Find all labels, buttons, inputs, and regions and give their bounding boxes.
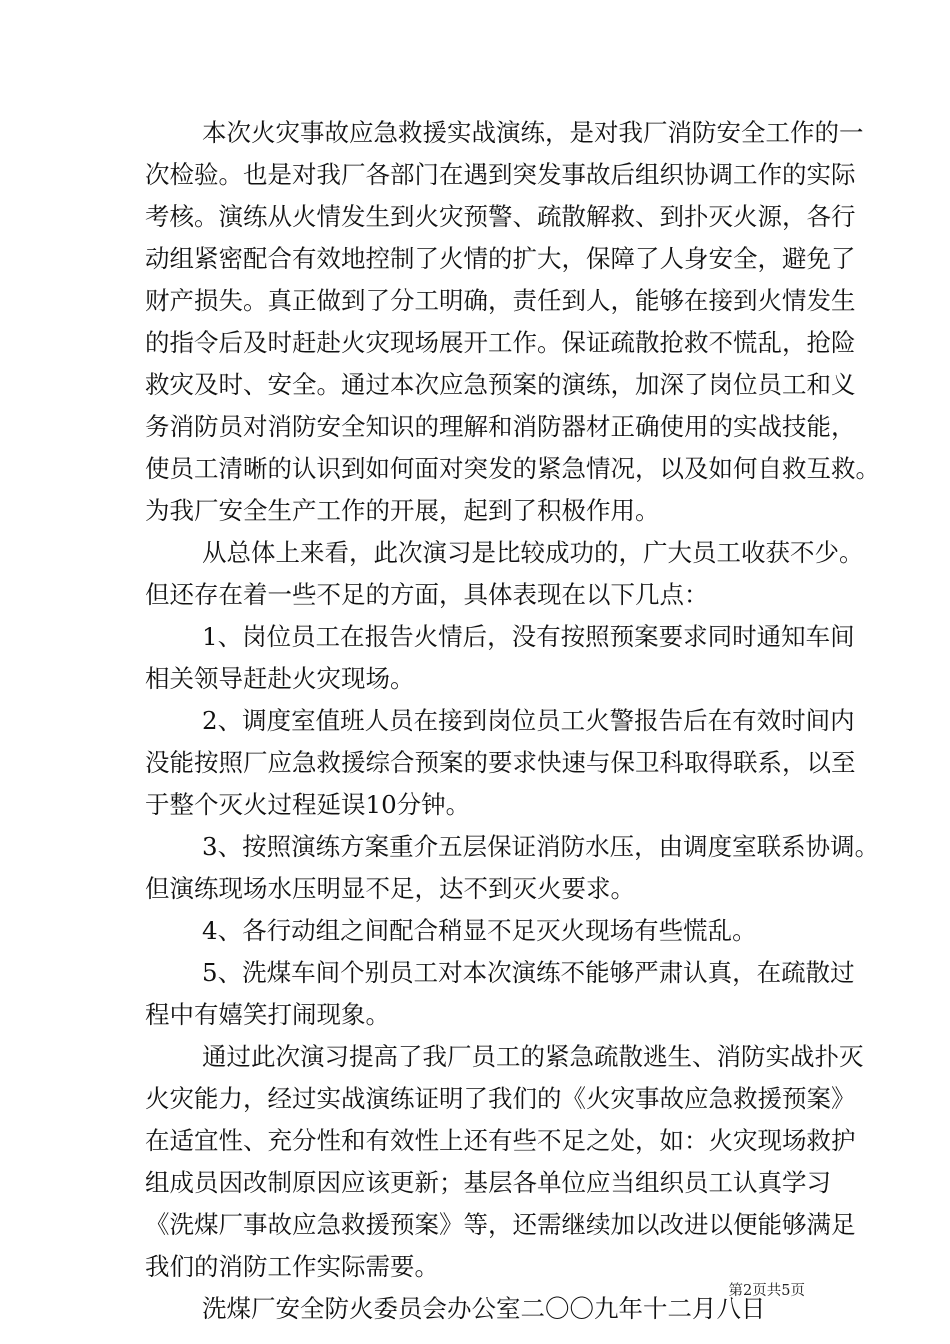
signature-line: 洗煤厂安全防火委员会办公室二〇〇九年十二月八日 (202, 1294, 766, 1323)
text-line: 务消防员对消防安全知识的理解和消防器材正确使用的实战技能， (145, 412, 856, 441)
text-line: 通过此次演习提高了我厂员工的紧急疏散逃生、消防实战扑灭 (202, 1042, 864, 1071)
text-line: 《洗煤厂事故应急救援预案》等，还需继续加以改进以便能够满足 (145, 1210, 856, 1239)
text-line: 但演练现场水压明显不足，达不到灭火要求。 (145, 874, 635, 903)
text-line: 使员工清晰的认识到如何面对突发的紧急情况，以及如何自救互救。 (145, 454, 880, 483)
text-line: 考核。演练从火情发生到火灾预警、疏散解救、到扑灭火源，各行 (145, 202, 856, 231)
text-line: 为我厂安全生产工作的开展，起到了积极作用。 (145, 496, 660, 525)
text-line: 本次火灾事故应急救援实战演练，是对我厂消防安全工作的一 (202, 118, 864, 147)
text-line: 火灾能力，经过实战演练证明了我们的《火灾事故应急救援预案》 (145, 1084, 856, 1113)
text-line: 组成员因改制原因应该更新；基层各单位应当组织员工认真学习 (145, 1168, 831, 1197)
text-line: 从总体上来看，此次演习是比较成功的，广大员工收获不少。 (202, 538, 864, 567)
text-line: 程中有嬉笑打闹现象。 (145, 1000, 390, 1029)
list-item: 5、洗煤车间个别员工对本次演练不能够严肃认真，在疏散过 (202, 958, 855, 987)
text-line: 但还存在着一些不足的方面，具体表现在以下几点： (145, 580, 709, 609)
text-line: 在适宜性、充分性和有效性上还有些不足之处，如：火灾现场救护 (145, 1126, 856, 1155)
list-item: 1、岗位员工在报告火情后，没有按照预案要求同时通知车间 (202, 622, 855, 651)
list-item: 4、各行动组之间配合稍显不足灭火现场有些慌乱。 (202, 916, 757, 945)
text-line: 财产损失。真正做到了分工明确，责任到人，能够在接到火情发生 (145, 286, 856, 315)
text-line: 相关领导赶赴火灾现场。 (145, 664, 415, 693)
list-item: 3、按照演练方案重介五层保证消防水压，由调度室联系协调。 (202, 832, 880, 861)
text-line: 次检验。也是对我厂各部门在遇到突发事故后组织协调工作的实际 (145, 160, 856, 189)
text-line: 动组紧密配合有效地控制了火情的扩大，保障了人身安全，避免了 (145, 244, 856, 273)
text-line: 的指令后及时赶赴火灾现场展开工作。保证疏散抢救不慌乱，抢险 (145, 328, 856, 357)
text-line: 救灾及时、安全。通过本次应急预案的演练，加深了岗位员工和义 (145, 370, 856, 399)
text-line: 于整个灭火过程延误10分钟。 (145, 790, 471, 819)
list-item: 2、调度室值班人员在接到岗位员工火警报告后在有效时间内 (202, 706, 855, 735)
page-number: 第2页共5页 (728, 1283, 805, 1299)
text-line: 没能按照厂应急救援综合预案的要求快速与保卫科取得联系，以至 (145, 748, 856, 777)
text-line: 我们的消防工作实际需要。 (145, 1252, 439, 1281)
